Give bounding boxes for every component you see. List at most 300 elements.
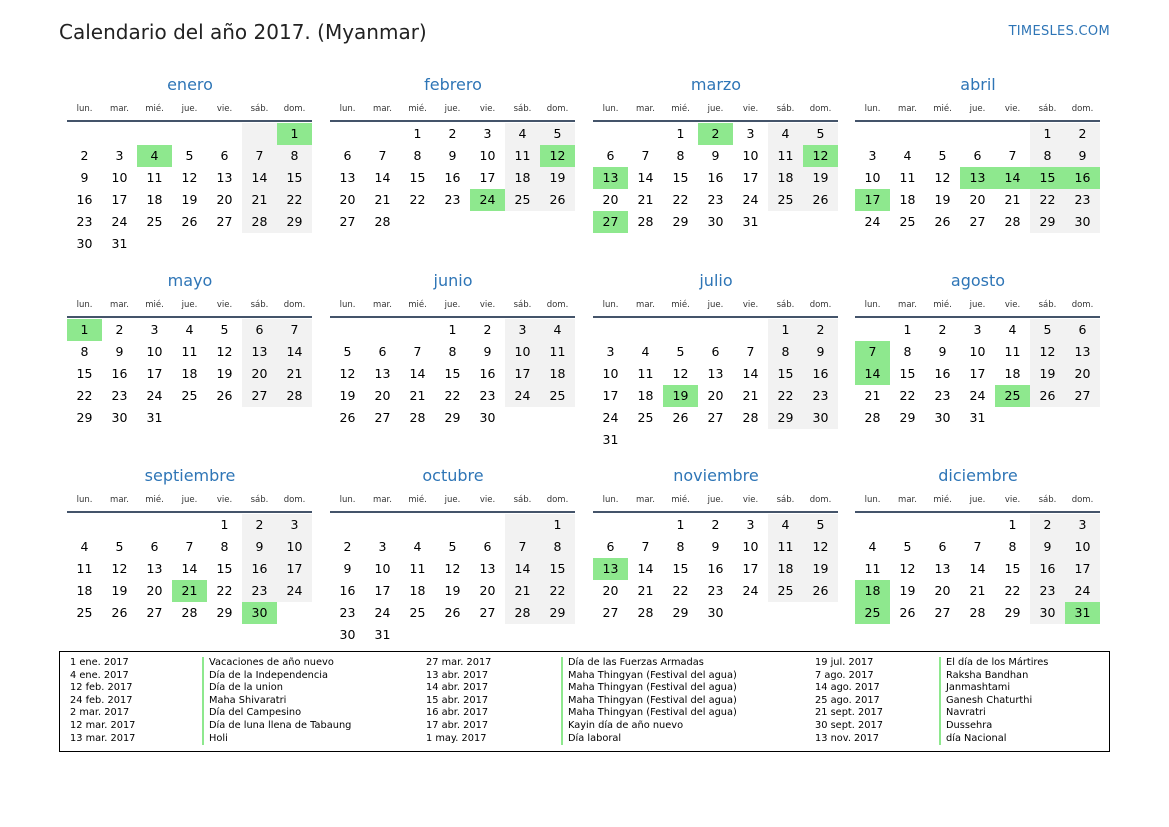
day-cell: 30 bbox=[803, 407, 838, 429]
day-cell: 24 bbox=[742, 583, 759, 598]
weekday-label: sáb. bbox=[250, 104, 269, 114]
empty-day-cell bbox=[330, 514, 365, 536]
day-cell: 11 bbox=[768, 145, 803, 167]
empty-day-cell bbox=[207, 123, 242, 145]
day-cell: 18 bbox=[505, 167, 540, 189]
holiday-name: Día del Campesino bbox=[209, 707, 302, 719]
day-cell: 7 bbox=[973, 539, 982, 554]
day-cell: 19 bbox=[934, 192, 951, 207]
day-cell: 8 bbox=[448, 344, 457, 359]
day-cell: 24 bbox=[146, 388, 163, 403]
day-cell: 16 bbox=[803, 363, 838, 385]
month-title: julio bbox=[699, 271, 733, 290]
day-cell: 4 bbox=[768, 123, 803, 145]
day-cell: 20 bbox=[602, 583, 619, 598]
empty-day-cell bbox=[628, 319, 663, 341]
day-grid bbox=[855, 514, 1101, 624]
day-cell: 19 bbox=[899, 583, 916, 598]
day-cell: 29 bbox=[444, 410, 461, 425]
weekday-label: dom. bbox=[283, 495, 306, 505]
day-cell: 17 bbox=[1065, 558, 1100, 580]
day-cell: 20 bbox=[934, 583, 951, 598]
day-cell: 15 bbox=[540, 558, 575, 580]
weekday-label: lun. bbox=[339, 300, 356, 310]
day-cell: 19 bbox=[803, 558, 838, 580]
holiday-day-cell: 4 bbox=[137, 145, 172, 167]
weekday-label: jue. bbox=[444, 300, 461, 310]
day-cell: 17 bbox=[146, 366, 163, 381]
day-cell: 22 bbox=[672, 192, 689, 207]
day-cell: 23 bbox=[1030, 580, 1065, 602]
weekday-label: lun. bbox=[76, 495, 93, 505]
day-cell: 7 bbox=[185, 539, 194, 554]
holiday-name: Ganesh Chaturthi bbox=[946, 694, 1033, 706]
day-cell: 14 bbox=[637, 561, 654, 576]
weekday-label: dom. bbox=[1071, 300, 1094, 310]
day-cell: 16 bbox=[479, 366, 496, 381]
weekday-label: jue. bbox=[707, 300, 724, 310]
day-cell: 6 bbox=[220, 148, 229, 163]
day-cell: 14 bbox=[742, 366, 759, 381]
day-cell: 29 bbox=[277, 211, 312, 233]
day-cell: 25 bbox=[505, 189, 540, 211]
weekday-header bbox=[855, 298, 1101, 312]
day-cell: 1 bbox=[1030, 123, 1065, 145]
weekday-label: mié. bbox=[145, 495, 164, 505]
day-cell: 21 bbox=[637, 583, 654, 598]
weekday-label: mar. bbox=[898, 104, 917, 114]
holiday-date: 13 nov. 2017 bbox=[815, 732, 879, 744]
day-cell: 13 bbox=[934, 561, 951, 576]
day-cell: 21 bbox=[742, 388, 759, 403]
day-cell: 19 bbox=[444, 583, 461, 598]
day-cell: 25 bbox=[899, 214, 916, 229]
day-cell: 4 bbox=[903, 148, 912, 163]
empty-day-cell bbox=[505, 514, 540, 536]
weekday-label: dom. bbox=[809, 300, 832, 310]
day-cell: 23 bbox=[444, 192, 461, 207]
day-cell: 26 bbox=[444, 605, 461, 620]
weekday-header bbox=[330, 102, 576, 116]
month-noviembre bbox=[593, 465, 839, 624]
weekday-label: vie. bbox=[742, 495, 759, 505]
day-cell: 24 bbox=[111, 214, 128, 229]
weekday-label: dom. bbox=[283, 300, 306, 310]
day-cell: 4 bbox=[80, 539, 89, 554]
holiday-day-cell: 24 bbox=[470, 189, 505, 211]
day-cell: 20 bbox=[339, 192, 356, 207]
day-cell: 9 bbox=[80, 170, 89, 185]
day-cell: 2 bbox=[483, 322, 492, 337]
day-cell: 11 bbox=[768, 536, 803, 558]
day-cell: 27 bbox=[969, 214, 986, 229]
day-cell: 6 bbox=[938, 539, 947, 554]
holiday-day-cell: 12 bbox=[540, 145, 575, 167]
weekday-label: mié. bbox=[408, 300, 427, 310]
weekday-label: mié. bbox=[145, 104, 164, 114]
empty-day-cell bbox=[172, 123, 207, 145]
day-cell: 3 bbox=[1065, 514, 1100, 536]
day-cell: 9 bbox=[803, 341, 838, 363]
weekday-header bbox=[330, 493, 576, 507]
day-cell: 14 bbox=[505, 558, 540, 580]
month-junio bbox=[330, 270, 576, 429]
weekday-label: lun. bbox=[864, 300, 881, 310]
holiday-day-cell: 25 bbox=[995, 385, 1030, 407]
day-cell: 15 bbox=[277, 167, 312, 189]
day-cell: 12 bbox=[803, 536, 838, 558]
day-cell: 27 bbox=[707, 410, 724, 425]
weekday-label: mar. bbox=[110, 495, 129, 505]
day-cell: 30 bbox=[707, 605, 724, 620]
holiday-name: Vacaciones de año nuevo bbox=[209, 657, 334, 668]
weekday-label: vie. bbox=[479, 495, 496, 505]
day-cell: 21 bbox=[1004, 192, 1021, 207]
day-cell: 24 bbox=[277, 580, 312, 602]
day-cell: 26 bbox=[1030, 385, 1065, 407]
day-cell: 25 bbox=[768, 580, 803, 602]
holiday-dates-column bbox=[815, 657, 883, 745]
day-cell: 8 bbox=[676, 148, 685, 163]
holiday-day-cell: 7 bbox=[855, 341, 890, 363]
day-cell: 27 bbox=[339, 214, 356, 229]
day-cell: 28 bbox=[277, 385, 312, 407]
day-cell: 6 bbox=[483, 539, 492, 554]
weekday-label: jue. bbox=[444, 104, 461, 114]
day-cell: 21 bbox=[969, 583, 986, 598]
holidays-list bbox=[59, 651, 1110, 752]
day-cell: 17 bbox=[111, 192, 128, 207]
holiday-date: 7 ago. 2017 bbox=[815, 669, 874, 681]
day-cell: 6 bbox=[150, 539, 159, 554]
day-cell: 20 bbox=[216, 192, 233, 207]
holiday-name: Día de luna llena de Tabaung bbox=[209, 719, 352, 731]
month-title: diciembre bbox=[938, 466, 1018, 485]
weekday-label: jue. bbox=[181, 104, 198, 114]
holiday-date: 1 may. 2017 bbox=[426, 732, 487, 744]
day-cell: 20 bbox=[707, 388, 724, 403]
holiday-name: Maha Shivaratri bbox=[209, 694, 287, 706]
day-grid bbox=[855, 123, 1101, 233]
day-cell: 14 bbox=[637, 170, 654, 185]
day-cell: 18 bbox=[146, 192, 163, 207]
empty-day-cell bbox=[330, 319, 365, 341]
day-cell: 1 bbox=[413, 126, 422, 141]
day-cell: 29 bbox=[768, 407, 803, 429]
day-grid bbox=[67, 319, 313, 429]
weekday-label: jue. bbox=[969, 104, 986, 114]
day-cell: 16 bbox=[444, 170, 461, 185]
day-cell: 10 bbox=[111, 170, 128, 185]
day-cell: 1 bbox=[448, 322, 457, 337]
day-cell: 26 bbox=[934, 214, 951, 229]
day-cell: 11 bbox=[146, 170, 163, 185]
month-abril bbox=[855, 74, 1101, 233]
day-cell: 26 bbox=[540, 189, 575, 211]
day-cell: 6 bbox=[711, 344, 720, 359]
day-cell: 10 bbox=[374, 561, 391, 576]
empty-day-cell bbox=[67, 123, 102, 145]
header-divider bbox=[67, 511, 312, 513]
day-grid bbox=[67, 123, 313, 255]
day-cell: 12 bbox=[1030, 341, 1065, 363]
day-grid bbox=[330, 123, 576, 233]
weekday-label: mié. bbox=[933, 300, 952, 310]
day-cell: 16 bbox=[707, 170, 724, 185]
day-cell: 5 bbox=[676, 344, 685, 359]
day-cell: 3 bbox=[150, 322, 159, 337]
day-cell: 5 bbox=[448, 539, 457, 554]
day-cell: 13 bbox=[242, 341, 277, 363]
day-cell: 2 bbox=[1065, 123, 1100, 145]
header-divider bbox=[67, 120, 312, 122]
day-grid bbox=[67, 514, 313, 624]
day-grid bbox=[330, 514, 576, 646]
month-title: enero bbox=[167, 75, 213, 94]
day-cell: 20 bbox=[146, 583, 163, 598]
empty-day-cell bbox=[593, 514, 628, 536]
day-cell: 16 bbox=[242, 558, 277, 580]
day-cell: 19 bbox=[111, 583, 128, 598]
day-cell: 10 bbox=[505, 341, 540, 363]
day-cell: 26 bbox=[672, 410, 689, 425]
holiday-date: 19 jul. 2017 bbox=[815, 657, 874, 668]
day-cell: 2 bbox=[803, 319, 838, 341]
weekday-label: dom. bbox=[546, 300, 569, 310]
holiday-day-cell: 1 bbox=[67, 319, 102, 341]
day-cell: 28 bbox=[242, 211, 277, 233]
day-cell: 2 bbox=[80, 148, 89, 163]
weekday-header bbox=[67, 102, 313, 116]
holiday-day-cell: 12 bbox=[803, 145, 838, 167]
holiday-date: 2 mar. 2017 bbox=[70, 707, 130, 719]
day-cell: 23 bbox=[479, 388, 496, 403]
day-cell: 23 bbox=[1065, 189, 1100, 211]
site-link[interactable]: TIMESLES.COM bbox=[1008, 24, 1110, 39]
holiday-day-cell: 25 bbox=[855, 602, 890, 624]
holiday-day-cell: 21 bbox=[172, 580, 207, 602]
day-cell: 5 bbox=[903, 539, 912, 554]
day-cell: 1 bbox=[540, 514, 575, 536]
day-cell: 12 bbox=[672, 366, 689, 381]
weekday-label: sáb. bbox=[513, 495, 532, 505]
weekday-header bbox=[593, 298, 839, 312]
header-divider bbox=[67, 316, 312, 318]
day-cell: 2 bbox=[1030, 514, 1065, 536]
holiday-name: Maha Thingyan (Festival del agua) bbox=[568, 707, 737, 719]
weekday-label: mié. bbox=[145, 300, 164, 310]
holiday-date: 21 sept. 2017 bbox=[815, 707, 883, 719]
weekday-label: lun. bbox=[76, 300, 93, 310]
day-cell: 14 bbox=[242, 167, 277, 189]
day-cell: 6 bbox=[343, 148, 352, 163]
weekday-header bbox=[855, 493, 1101, 507]
day-cell: 26 bbox=[216, 388, 233, 403]
weekday-label: jue. bbox=[181, 495, 198, 505]
weekday-label: dom. bbox=[1071, 495, 1094, 505]
day-cell: 17 bbox=[277, 558, 312, 580]
day-cell: 21 bbox=[374, 192, 391, 207]
holiday-name: Maha Thingyan (Festival del agua) bbox=[568, 669, 737, 681]
day-cell: 27 bbox=[934, 605, 951, 620]
day-cell: 13 bbox=[146, 561, 163, 576]
day-cell: 21 bbox=[277, 363, 312, 385]
empty-day-cell bbox=[593, 123, 628, 145]
weekday-label: sáb. bbox=[1038, 104, 1057, 114]
day-cell: 11 bbox=[76, 561, 93, 576]
empty-day-cell bbox=[365, 514, 400, 536]
day-cell: 12 bbox=[339, 366, 356, 381]
day-cell: 21 bbox=[864, 388, 881, 403]
day-cell: 17 bbox=[742, 561, 759, 576]
day-cell: 2 bbox=[115, 322, 124, 337]
weekday-label: lun. bbox=[864, 104, 881, 114]
day-cell: 6 bbox=[606, 148, 615, 163]
day-cell: 10 bbox=[742, 148, 759, 163]
weekday-label: mar. bbox=[373, 495, 392, 505]
day-cell: 28 bbox=[742, 410, 759, 425]
holiday-date: 12 feb. 2017 bbox=[70, 682, 133, 694]
month-title: mayo bbox=[167, 271, 213, 290]
day-cell: 7 bbox=[505, 536, 540, 558]
day-cell: 17 bbox=[602, 388, 619, 403]
weekday-label: mar. bbox=[636, 495, 655, 505]
header-divider bbox=[593, 120, 838, 122]
day-cell: 30 bbox=[479, 410, 496, 425]
weekday-label: mié. bbox=[408, 104, 427, 114]
day-cell: 11 bbox=[1004, 344, 1021, 359]
holiday-date: 13 abr. 2017 bbox=[426, 669, 489, 681]
weekday-header bbox=[593, 102, 839, 116]
day-cell: 22 bbox=[899, 388, 916, 403]
month-title: junio bbox=[433, 271, 473, 290]
holiday-date: 30 sept. 2017 bbox=[815, 719, 883, 731]
day-cell: 3 bbox=[746, 126, 755, 141]
weekday-label: sáb. bbox=[250, 300, 269, 310]
holiday-name: Raksha Bandhan bbox=[946, 669, 1029, 681]
day-cell: 27 bbox=[374, 410, 391, 425]
holiday-date: 16 abr. 2017 bbox=[426, 707, 489, 719]
holiday-day-cell: 14 bbox=[995, 167, 1030, 189]
day-cell: 25 bbox=[637, 410, 654, 425]
day-cell: 12 bbox=[934, 170, 951, 185]
empty-day-cell bbox=[628, 123, 663, 145]
day-cell: 13 bbox=[1065, 341, 1100, 363]
day-cell: 2 bbox=[711, 517, 720, 532]
empty-day-cell bbox=[855, 123, 890, 145]
month-julio bbox=[593, 270, 839, 451]
day-cell: 25 bbox=[768, 189, 803, 211]
empty-day-cell bbox=[628, 514, 663, 536]
holiday-day-cell: 30 bbox=[242, 602, 277, 624]
weekday-label: sáb. bbox=[250, 495, 269, 505]
day-cell: 25 bbox=[76, 605, 93, 620]
weekday-label: lun. bbox=[339, 495, 356, 505]
weekday-label: vie. bbox=[1004, 495, 1021, 505]
day-cell: 9 bbox=[242, 536, 277, 558]
month-title: septiembre bbox=[144, 466, 236, 485]
day-cell: 10 bbox=[969, 344, 986, 359]
day-cell: 6 bbox=[378, 344, 387, 359]
day-cell: 29 bbox=[76, 410, 93, 425]
empty-day-cell bbox=[960, 514, 995, 536]
day-cell: 18 bbox=[637, 388, 654, 403]
day-cell: 7 bbox=[641, 148, 650, 163]
day-cell: 28 bbox=[637, 214, 654, 229]
weekday-label: dom. bbox=[1071, 104, 1094, 114]
day-cell: 24 bbox=[864, 214, 881, 229]
day-cell: 28 bbox=[969, 605, 986, 620]
header-divider bbox=[855, 511, 1100, 513]
day-cell: 29 bbox=[216, 605, 233, 620]
day-cell: 6 bbox=[973, 148, 982, 163]
day-cell: 22 bbox=[409, 192, 426, 207]
day-cell: 14 bbox=[374, 170, 391, 185]
day-cell: 14 bbox=[181, 561, 198, 576]
day-cell: 2 bbox=[938, 322, 947, 337]
day-cell: 31 bbox=[602, 432, 619, 447]
day-cell: 26 bbox=[899, 605, 916, 620]
day-cell: 1 bbox=[676, 517, 685, 532]
weekday-label: sáb. bbox=[513, 104, 532, 114]
day-cell: 21 bbox=[242, 189, 277, 211]
day-cell: 27 bbox=[602, 605, 619, 620]
day-cell: 30 bbox=[1030, 602, 1065, 624]
header-divider bbox=[330, 511, 575, 513]
header-divider bbox=[330, 120, 575, 122]
day-cell: 4 bbox=[505, 123, 540, 145]
holiday-name: Día de la union bbox=[209, 682, 283, 694]
weekday-label: mié. bbox=[933, 104, 952, 114]
day-cell: 31 bbox=[374, 627, 391, 642]
day-cell: 13 bbox=[216, 170, 233, 185]
day-cell: 15 bbox=[899, 366, 916, 381]
month-title: noviembre bbox=[673, 466, 759, 485]
weekday-label: jue. bbox=[181, 300, 198, 310]
holiday-name: Maha Thingyan (Festival del agua) bbox=[568, 682, 737, 694]
day-cell: 11 bbox=[409, 561, 426, 576]
weekday-label: lun. bbox=[339, 104, 356, 114]
weekday-label: mar. bbox=[373, 104, 392, 114]
day-cell: 26 bbox=[111, 605, 128, 620]
day-grid bbox=[330, 319, 576, 429]
day-cell: 22 bbox=[277, 189, 312, 211]
day-cell: 8 bbox=[277, 145, 312, 167]
day-cell: 7 bbox=[746, 344, 755, 359]
weekday-label: vie. bbox=[216, 495, 233, 505]
day-cell: 12 bbox=[111, 561, 128, 576]
day-cell: 9 bbox=[343, 561, 352, 576]
day-cell: 11 bbox=[505, 145, 540, 167]
day-cell: 5 bbox=[803, 514, 838, 536]
day-cell: 23 bbox=[707, 192, 724, 207]
day-cell: 19 bbox=[1030, 363, 1065, 385]
day-cell: 14 bbox=[277, 341, 312, 363]
day-cell: 10 bbox=[1065, 536, 1100, 558]
weekday-label: sáb. bbox=[1038, 300, 1057, 310]
day-cell: 15 bbox=[672, 561, 689, 576]
day-cell: 3 bbox=[606, 344, 615, 359]
weekday-header bbox=[855, 102, 1101, 116]
day-cell: 1 bbox=[676, 126, 685, 141]
day-cell: 6 bbox=[606, 539, 615, 554]
day-cell: 11 bbox=[540, 341, 575, 363]
weekday-label: mié. bbox=[408, 495, 427, 505]
day-cell: 15 bbox=[444, 366, 461, 381]
holiday-day-cell: 16 bbox=[1065, 167, 1100, 189]
day-cell: 12 bbox=[899, 561, 916, 576]
day-cell: 21 bbox=[409, 388, 426, 403]
